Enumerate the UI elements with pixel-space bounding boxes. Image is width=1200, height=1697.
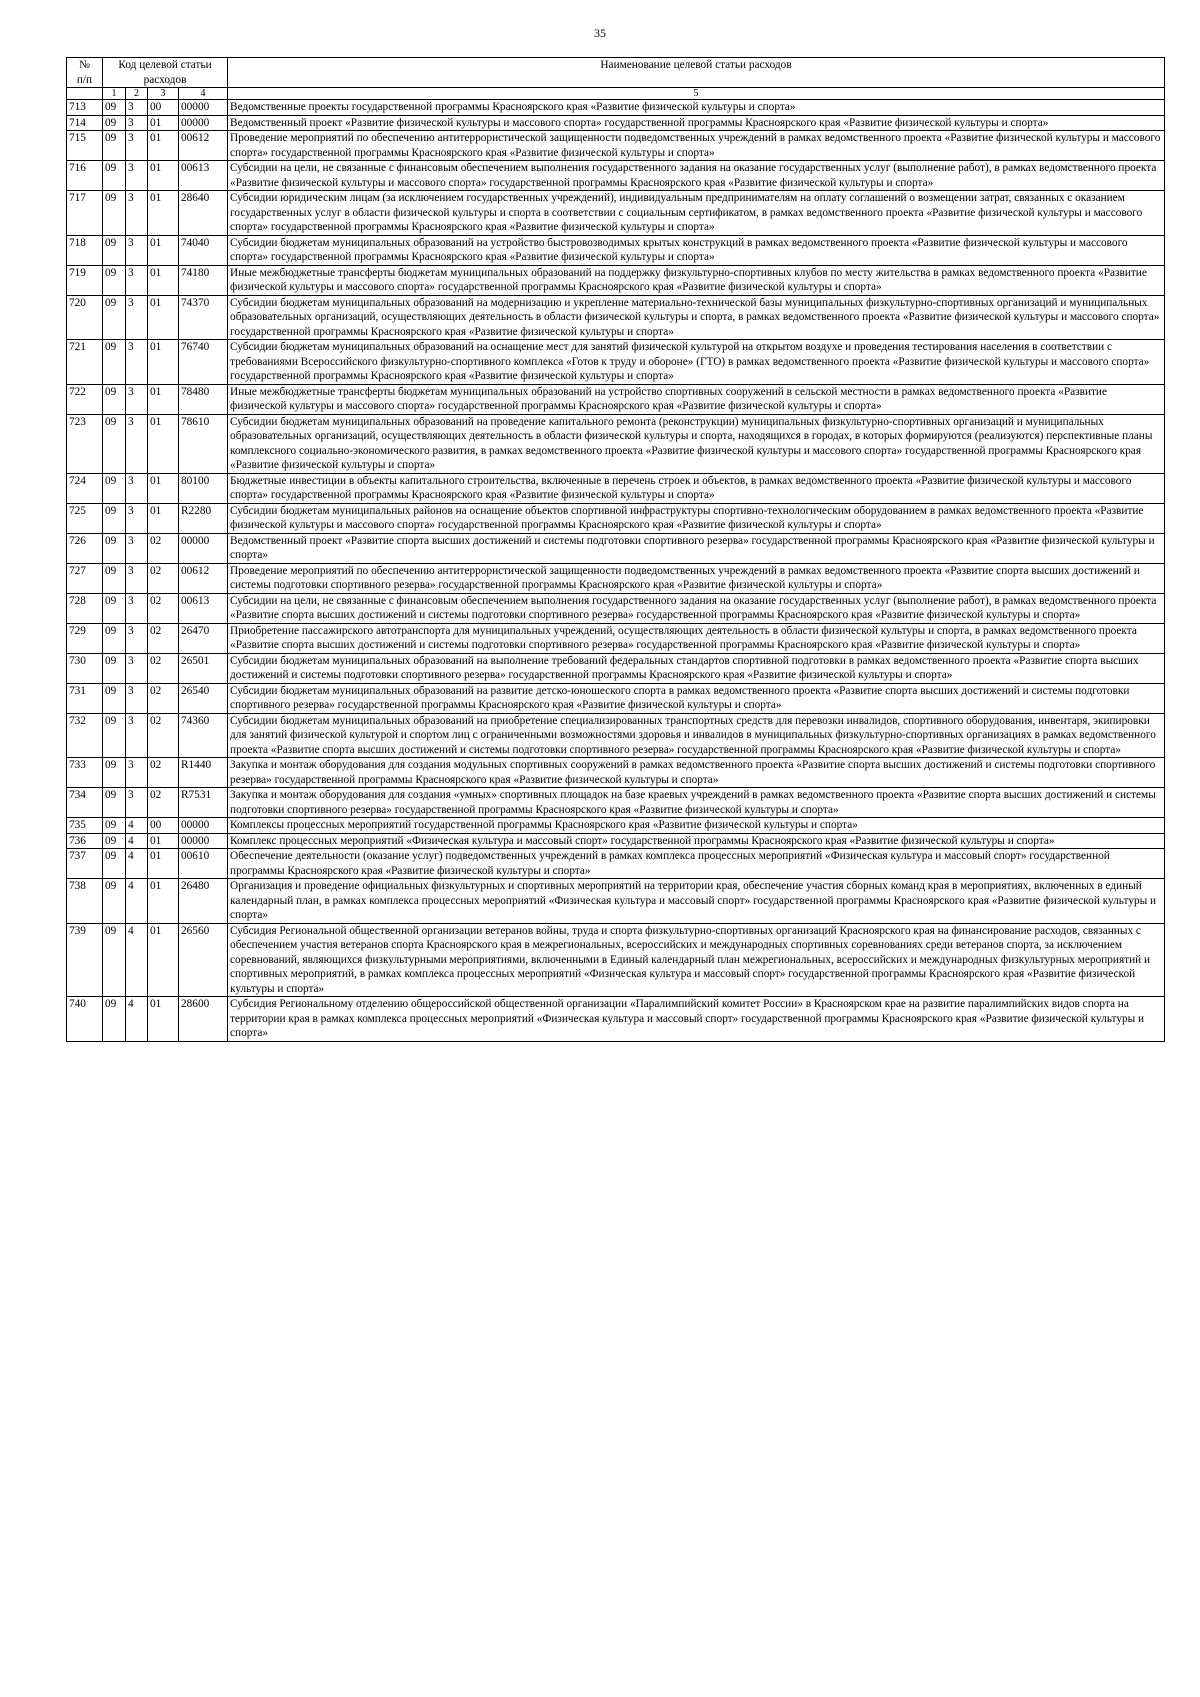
code-part-2: 4 — [126, 879, 148, 924]
code-part-1: 09 — [103, 131, 126, 161]
code-part-3: 01 — [148, 161, 179, 191]
code-part-3: 01 — [148, 131, 179, 161]
header-code: Код целевой статьи расходов — [103, 58, 228, 88]
row-number: 713 — [67, 100, 103, 116]
item-name: Приобретение пассажирского автотранспорта для муниципальных учреждений, осуществляющих деятельность в области физической культуры и спорта, в рамках ведомственного проекта «Развитие спорта высших достижений и системы подготовки спортивного резерва» государственной программы Красноярского края «Развитие физической культуры и спорта» — [228, 623, 1165, 653]
row-number: 722 — [67, 384, 103, 414]
code-part-3: 01 — [148, 503, 179, 533]
code-part-2: 3 — [126, 414, 148, 473]
row-number: 738 — [67, 879, 103, 924]
row-number: 727 — [67, 563, 103, 593]
code-part-1: 09 — [103, 593, 126, 623]
table-row — [67, 100, 1165, 116]
item-name: Иные межбюджетные трансферты бюджетам муниципальных образований на устройство спортивных сооружений в сельской местности в рамках ведомственного проекта «Развитие физической культуры и массового спорта» государственной программы Красноярского края «Развитие физической культуры и спорта» — [228, 384, 1165, 414]
code-part-4: 00610 — [179, 849, 228, 879]
column-number: 3 — [148, 88, 179, 100]
code-part-1: 09 — [103, 414, 126, 473]
item-name: Субсидия Региональному отделению общероссийской общественной организации «Паралимпийский комитет России» в Красноярском крае на развитие паралимпийских видов спорта на территории края в рамках комплекса процессных мероприятий «Физическая культура и массовый спорт» государственной программы Красноярского края «Развитие физической культуры и спорта» — [228, 997, 1165, 1042]
item-name: Организация и проведение официальных физкультурных и спортивных мероприятий на территории края, обеспечение участия сборных команд края в мероприятиях, включенных в единый календарный план, в рамках комплекса процессных мероприятий «Физическая культура и массовый спорт» государственной программы Красноярского края «Развитие физической культуры и спорта» — [228, 879, 1165, 924]
header-number-line2: п/п — [76, 73, 93, 86]
column-number: 4 — [179, 88, 228, 100]
code-part-2: 3 — [126, 653, 148, 683]
table-row — [67, 115, 1165, 131]
table-row — [67, 923, 1165, 997]
table-row — [67, 295, 1165, 340]
row-number: 729 — [67, 623, 103, 653]
item-name: Ведомственные проекты государственной программы Красноярского края «Развитие физической культуры и спорта» — [228, 100, 1165, 116]
code-part-4: 26501 — [179, 653, 228, 683]
item-name: Субсидии бюджетам муниципальных образований на модернизацию и укрепление материально-технической базы муниципальных физкультурно-спортивных организаций и муниципальных образовательных организаций, осуществляющих деятельность в области физической культуры и спорта, в рамках ведомственного проекта «Развитие физической культуры и массового спорта» государственной программы Красноярского края «Развитие физической культуры и спорта» — [228, 295, 1165, 340]
code-part-3: 01 — [148, 295, 179, 340]
code-part-2: 4 — [126, 997, 148, 1042]
code-part-1: 09 — [103, 653, 126, 683]
table-row — [67, 713, 1165, 758]
table-row — [67, 265, 1165, 295]
code-part-3: 01 — [148, 191, 179, 236]
code-part-3: 01 — [148, 879, 179, 924]
item-name: Субсидия Региональной общественной организации ветеранов войны, труда и спорта физкультурно-спортивных организаций Красноярского края на финансирование расходов, связанных с обеспечением участия ветеранов спорта Красноярского края в межрегиональных, всероссийских и международных спортивных соревнованиях среди ветеранов спорта, за исключением соревнований, являющихся физкультурными мероприятиями, включенными в Единый календарный план межрегиональных, всероссийских и международных физкультурных мероприятий и спортивных мероприятий, в рамках комплекса процессных мероприятий «Физическая культура и массовый спорт» государственной программы Красноярского края «Развитие физической культуры и спорта» — [228, 923, 1165, 997]
row-number: 719 — [67, 265, 103, 295]
row-number: 735 — [67, 818, 103, 834]
row-number: 721 — [67, 340, 103, 385]
code-part-3: 01 — [148, 473, 179, 503]
code-part-3: 02 — [148, 593, 179, 623]
row-number: 740 — [67, 997, 103, 1042]
item-name: Проведение мероприятий по обеспечению антитеррористической защищенности подведомственных учреждений в рамках ведомственного проекта «Развитие спорта высших достижений и системы подготовки спортивного резерва» государственной программы Красноярского края «Развитие физической культуры и спорта» — [228, 563, 1165, 593]
row-number: 717 — [67, 191, 103, 236]
header-number-line1: № — [79, 59, 90, 71]
code-part-3: 01 — [148, 833, 179, 849]
table-row — [67, 818, 1165, 834]
row-number: 720 — [67, 295, 103, 340]
header-number-cell — [67, 58, 103, 88]
code-part-3: 02 — [148, 563, 179, 593]
table-row — [67, 533, 1165, 563]
table-row — [67, 849, 1165, 879]
table-row — [67, 623, 1165, 653]
table-row — [67, 503, 1165, 533]
page-number: 35 — [594, 26, 606, 40]
code-part-2: 4 — [126, 849, 148, 879]
code-part-4: 00612 — [179, 131, 228, 161]
table-row — [67, 997, 1165, 1042]
code-part-1: 09 — [103, 384, 126, 414]
row-number: 737 — [67, 849, 103, 879]
code-part-3: 01 — [148, 997, 179, 1042]
code-part-4: 00613 — [179, 161, 228, 191]
code-part-2: 3 — [126, 473, 148, 503]
row-number: 718 — [67, 235, 103, 265]
code-part-1: 09 — [103, 235, 126, 265]
code-part-1: 09 — [103, 833, 126, 849]
code-part-2: 3 — [126, 131, 148, 161]
item-name: Субсидии бюджетам муниципальных образований на выполнение требований федеральных стандартов спортивной подготовки в рамках ведомственного проекта «Развитие спорта высших достижений и системы подготовки спортивного резерва» государственной программы Красноярского края «Развитие физической культуры и спорта» — [228, 653, 1165, 683]
code-part-2: 3 — [126, 533, 148, 563]
code-part-4: R2280 — [179, 503, 228, 533]
table-body — [67, 100, 1165, 1042]
code-part-4: 74040 — [179, 235, 228, 265]
code-part-4: 74360 — [179, 713, 228, 758]
item-name: Субсидии бюджетам муниципальных образований на проведение капитального ремонта (реконструкции) муниципальных физкультурно-спортивных организаций и муниципальных образовательных организаций, осуществляющих деятельность в области физической культуры и спорта, находящихся в городах, в которых формируются (реализуются) перспективные планы комплексного социально-экономического развития, в рамках ведомственного проекта «Развитие физической культуры и массового спорта» государственной программы Красноярского края «Развитие физической культуры и спорта» — [228, 414, 1165, 473]
row-number: 714 — [67, 115, 103, 131]
item-name: Субсидии бюджетам муниципальных образований на развитие детско-юношеского спорта в рамках ведомственного проекта «Развитие спорта высших достижений и системы подготовки спортивного резерва» государственной программы Красноярского края «Развитие физической культуры и спорта» — [228, 683, 1165, 713]
code-part-1: 09 — [103, 997, 126, 1042]
item-name: Субсидии бюджетам муниципальных образований на оснащение мест для занятий физической культурой на открытом воздухе и проведения тестирования населения в соответствии с требованиями Всероссийского физкультурно-спортивного комплекса «Готов к труду и обороне» (ГТО) в рамках ведомственного проекта «Развитие физической культуры и массового спорта» государственной программы Красноярского края «Развитие физической культуры и спорта» — [228, 340, 1165, 385]
code-part-2: 3 — [126, 713, 148, 758]
code-part-1: 09 — [103, 340, 126, 385]
code-part-1: 09 — [103, 563, 126, 593]
item-name: Иные межбюджетные трансферты бюджетам муниципальных образований на поддержку физкультурно-спортивных клубов по месту жительства в рамках ведомственного проекта «Развитие физической культуры и массового спорта» государственной программы Красноярского края «Развитие физической культуры и спорта» — [228, 265, 1165, 295]
code-part-2: 3 — [126, 340, 148, 385]
code-part-2: 3 — [126, 265, 148, 295]
code-part-2: 3 — [126, 295, 148, 340]
code-part-2: 3 — [126, 683, 148, 713]
table-row — [67, 833, 1165, 849]
code-part-2: 4 — [126, 833, 148, 849]
code-part-3: 02 — [148, 533, 179, 563]
row-number: 715 — [67, 131, 103, 161]
item-name: Субсидии бюджетам муниципальных образований на устройство быстровозводимых крытых конструкций в рамках ведомственного проекта «Развитие физической культуры и массового спорта» государственной программы Красноярского края «Развитие физической культуры и спорта» — [228, 235, 1165, 265]
item-name: Субсидии бюджетам муниципальных районов на оснащение объектов спортивной инфраструктуры спортивно-технологическим оборудованием в рамках ведомственного проекта «Развитие физической культуры и массового спорта» государственной программы Красноярского края «Развитие физической культуры и спорта» — [228, 503, 1165, 533]
code-part-2: 3 — [126, 235, 148, 265]
code-part-2: 3 — [126, 384, 148, 414]
table-row — [67, 473, 1165, 503]
table-row — [67, 563, 1165, 593]
code-part-1: 09 — [103, 191, 126, 236]
code-part-4: 78480 — [179, 384, 228, 414]
code-part-2: 3 — [126, 115, 148, 131]
table-row — [67, 131, 1165, 161]
code-part-1: 09 — [103, 473, 126, 503]
item-name: Субсидии на цели, не связанные с финансовым обеспечением выполнения государственного задания на оказание государственных услуг (выполнение работ), в рамках ведомственного проекта «Развитие спорта высших достижений и системы подготовки спортивного резерва» государственной программы Красноярского края «Развитие физической культуры и спорта» — [228, 593, 1165, 623]
code-part-2: 4 — [126, 818, 148, 834]
code-part-1: 09 — [103, 533, 126, 563]
code-part-4: R1440 — [179, 758, 228, 788]
code-part-2: 3 — [126, 503, 148, 533]
table-row — [67, 788, 1165, 818]
code-part-4: 00612 — [179, 563, 228, 593]
table-row — [67, 414, 1165, 473]
item-name: Бюджетные инвестиции в объекты капитального строительства, включенные в перечень строек и объектов, в рамках ведомственного проекта «Развитие физической культуры и массового спорта» государственной программы Красноярского края «Развитие физической культуры и спорта» — [228, 473, 1165, 503]
code-part-4: 26470 — [179, 623, 228, 653]
code-part-4: R7531 — [179, 788, 228, 818]
table-row — [67, 758, 1165, 788]
code-part-1: 09 — [103, 100, 126, 116]
row-number: 726 — [67, 533, 103, 563]
row-number: 733 — [67, 758, 103, 788]
code-part-3: 01 — [148, 414, 179, 473]
code-part-4: 26560 — [179, 923, 228, 997]
code-part-4: 00613 — [179, 593, 228, 623]
code-part-4: 26480 — [179, 879, 228, 924]
code-part-4: 28600 — [179, 997, 228, 1042]
item-name: Обеспечение деятельности (оказание услуг) подведомственных учреждений в рамках комплекса процессных мероприятий «Физическая культура и массовый спорт» государственной программы Красноярского края «Развитие физической культуры и спорта» — [228, 849, 1165, 879]
item-name: Субсидии на цели, не связанные с финансовым обеспечением выполнения государственного задания на оказание государственных услуг (выполнение работ), в рамках ведомственного проекта «Развитие физической культуры и массового спорта» государственной программы Красноярского края «Развитие физической культуры и спорта» — [228, 161, 1165, 191]
code-part-4: 00000 — [179, 115, 228, 131]
code-part-1: 09 — [103, 758, 126, 788]
code-part-4: 26540 — [179, 683, 228, 713]
code-part-4: 78610 — [179, 414, 228, 473]
table-row — [67, 593, 1165, 623]
code-part-2: 3 — [126, 623, 148, 653]
code-part-1: 09 — [103, 879, 126, 924]
code-part-4: 00000 — [179, 833, 228, 849]
item-name: Закупка и монтаж оборудования для создания модульных спортивных сооружений в рамках ведомственного проекта «Развитие спорта высших достижений и системы подготовки спортивного резерва» государственной программы Красноярского края «Развитие физической культуры и спорта» — [228, 758, 1165, 788]
table-row — [67, 191, 1165, 236]
code-part-4: 00000 — [179, 533, 228, 563]
code-part-4: 74180 — [179, 265, 228, 295]
table-row — [67, 653, 1165, 683]
code-part-3: 02 — [148, 758, 179, 788]
row-number: 724 — [67, 473, 103, 503]
code-part-1: 09 — [103, 295, 126, 340]
row-number: 731 — [67, 683, 103, 713]
row-number: 730 — [67, 653, 103, 683]
item-name: Проведение мероприятий по обеспечению антитеррористической защищенности подведомственных учреждений в рамках ведомственного проекта «Развитие физической культуры и массового спорта» государственной программы Красноярского края «Развитие физической культуры и спорта» — [228, 131, 1165, 161]
table-row — [67, 683, 1165, 713]
target-items-table — [66, 57, 1165, 1042]
table-row — [67, 340, 1165, 385]
code-part-1: 09 — [103, 503, 126, 533]
code-part-2: 3 — [126, 161, 148, 191]
code-part-2: 3 — [126, 758, 148, 788]
code-part-1: 09 — [103, 161, 126, 191]
code-part-3: 00 — [148, 818, 179, 834]
code-part-3: 01 — [148, 235, 179, 265]
code-part-3: 02 — [148, 623, 179, 653]
code-part-1: 09 — [103, 788, 126, 818]
row-number: 736 — [67, 833, 103, 849]
column-number-row — [67, 88, 1165, 100]
code-part-4: 28640 — [179, 191, 228, 236]
item-name: Ведомственный проект «Развитие физической культуры и массового спорта» государственной программы Красноярского края «Развитие физической культуры и спорта» — [228, 115, 1165, 131]
item-name: Комплекс процессных мероприятий «Физическая культура и массовый спорт» государственной программы Красноярского края «Развитие физической культуры и спорта» — [228, 833, 1165, 849]
code-part-2: 3 — [126, 563, 148, 593]
item-name: Закупка и монтаж оборудования для создания «умных» спортивных площадок на базе краевых учреждений в рамках ведомственного проекта «Развитие спорта высших достижений и системы подготовки спортивного резерва» государственной программы Красноярского края «Развитие физической культуры и спорта» — [228, 788, 1165, 818]
code-part-3: 02 — [148, 713, 179, 758]
table-row — [67, 161, 1165, 191]
code-part-4: 74370 — [179, 295, 228, 340]
code-part-1: 09 — [103, 115, 126, 131]
code-part-3: 02 — [148, 653, 179, 683]
code-part-1: 09 — [103, 923, 126, 997]
code-part-1: 09 — [103, 265, 126, 295]
code-part-1: 09 — [103, 713, 126, 758]
code-part-1: 09 — [103, 623, 126, 653]
code-part-2: 3 — [126, 100, 148, 116]
header-name: Наименование целевой статьи расходов — [228, 58, 1165, 88]
code-part-3: 02 — [148, 788, 179, 818]
row-number: 725 — [67, 503, 103, 533]
table-row — [67, 235, 1165, 265]
item-name: Субсидии юридическим лицам (за исключением государственных учреждений), индивидуальным предпринимателям на оплату соглашений о возмещении затрат, связанных с оказанием государственных услуг в области физической культуры и спорта в соответствии с социальным сертификатом, в рамках ведомственного проекта «Развитие физической культуры и массового спорта» государственной программы Красноярского края «Развитие физической культуры и спорта» — [228, 191, 1165, 236]
code-part-3: 02 — [148, 683, 179, 713]
row-number: 739 — [67, 923, 103, 997]
code-part-4: 00000 — [179, 818, 228, 834]
item-name: Ведомственный проект «Развитие спорта высших достижений и системы подготовки спортивного резерва» государственной программы Красноярского края «Развитие физической культуры и спорта» — [228, 533, 1165, 563]
code-part-1: 09 — [103, 818, 126, 834]
item-name: Комплексы процессных мероприятий государственной программы Красноярского края «Развитие физической культуры и спорта» — [228, 818, 1165, 834]
code-part-3: 01 — [148, 923, 179, 997]
code-part-4: 00000 — [179, 100, 228, 116]
code-part-3: 01 — [148, 340, 179, 385]
table-row — [67, 879, 1165, 924]
item-name: Субсидии бюджетам муниципальных образований на приобретение специализированных транспортных средств для перевозки инвалидов, спортивного оборудования, инвентаря, экипировки для занятий физической культурой и спортом лиц с ограниченными возможностями здоровья и инвалидов в муниципальных физкультурно-спортивных организациях в рамках ведомственного проекта «Развитие спорта высших достижений и системы подготовки спортивного резерва» государственной программы Красноярского края «Развитие физической культуры и спорта» — [228, 713, 1165, 758]
code-part-4: 80100 — [179, 473, 228, 503]
row-number: 734 — [67, 788, 103, 818]
code-part-3: 01 — [148, 265, 179, 295]
code-part-3: 01 — [148, 384, 179, 414]
row-number: 716 — [67, 161, 103, 191]
code-part-1: 09 — [103, 849, 126, 879]
code-part-3: 01 — [148, 849, 179, 879]
code-part-4: 76740 — [179, 340, 228, 385]
code-part-2: 3 — [126, 788, 148, 818]
code-part-3: 01 — [148, 115, 179, 131]
table-row — [67, 384, 1165, 414]
code-part-2: 3 — [126, 593, 148, 623]
code-part-2: 4 — [126, 923, 148, 997]
row-number: 723 — [67, 414, 103, 473]
row-number: 732 — [67, 713, 103, 758]
column-number: 1 — [103, 88, 126, 100]
row-number: 728 — [67, 593, 103, 623]
column-number: 5 — [228, 88, 1165, 100]
column-number: 2 — [126, 88, 148, 100]
code-part-1: 09 — [103, 683, 126, 713]
code-part-3: 00 — [148, 100, 179, 116]
code-part-2: 3 — [126, 191, 148, 236]
